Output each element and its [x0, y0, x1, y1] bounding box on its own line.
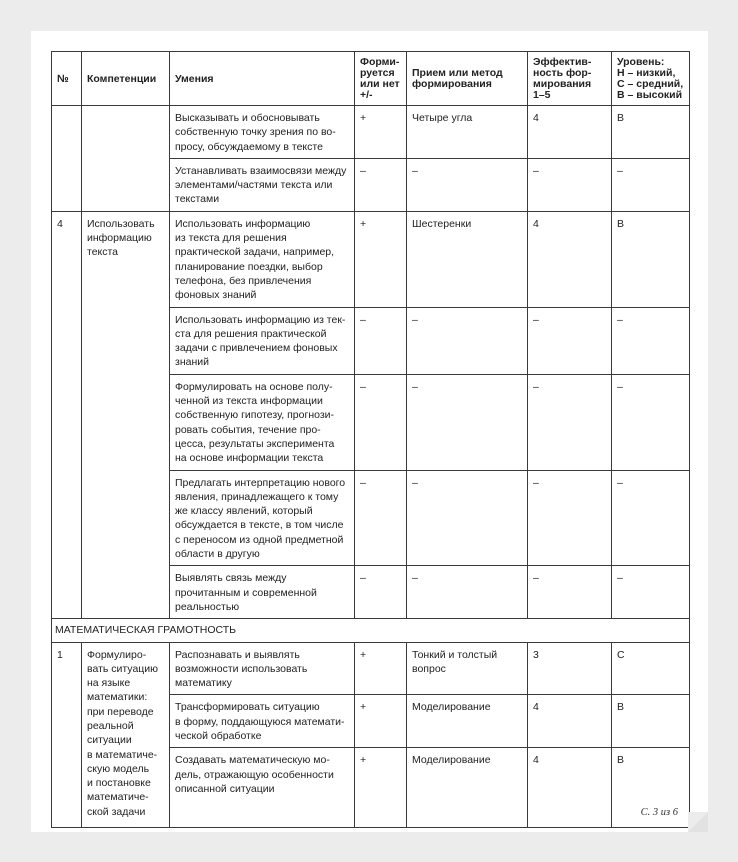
- method-cell: –: [407, 566, 528, 619]
- table-row: [52, 106, 690, 159]
- formed-cell: –: [355, 307, 407, 374]
- level-cell: В: [612, 106, 690, 159]
- level-cell: В: [612, 748, 690, 828]
- level-cell: –: [612, 307, 690, 374]
- header-formed: Форми- руется или нет +/-: [355, 52, 407, 106]
- formed-cell: –: [355, 470, 407, 566]
- efficiency-cell: –: [528, 374, 612, 470]
- level-cell: –: [612, 158, 690, 211]
- method-cell: –: [407, 158, 528, 211]
- level-cell: –: [612, 566, 690, 619]
- num-cell: 1: [52, 642, 82, 828]
- num-cell: [52, 106, 82, 212]
- header-level: Уровень: Н – низкий, С – средний, В – высокий: [612, 52, 690, 106]
- formed-cell: +: [355, 642, 407, 695]
- level-cell: С: [612, 642, 690, 695]
- formed-cell: –: [355, 158, 407, 211]
- num-cell: 4: [52, 211, 82, 618]
- method-cell: Моделирование: [407, 748, 528, 828]
- skill-cell: Предлагать интерпретацию нового явления, принадлежащего к тому же классу явлений, который обсуждается в тексте, в том числе с переносом из одной предметной области в другую: [170, 470, 355, 566]
- skill-cell: Трансформировать ситуацию в форму, поддающуюся математи- ческой обработке: [170, 695, 355, 748]
- efficiency-cell: 3: [528, 642, 612, 695]
- competency-table: [51, 51, 690, 828]
- skill-cell: Распознавать и выявлять возможности использовать математику: [170, 642, 355, 695]
- method-cell: –: [407, 307, 528, 374]
- formed-cell: +: [355, 211, 407, 307]
- skill-cell: Выявлять связь между прочитанным и современной реальностью: [170, 566, 355, 619]
- header-competencies: Компетенции: [82, 52, 170, 106]
- formed-cell: –: [355, 374, 407, 470]
- page-corner-shadow: [688, 812, 708, 832]
- method-cell: Моделирование: [407, 695, 528, 748]
- method-cell: Шестеренки: [407, 211, 528, 307]
- table-row: [52, 211, 690, 307]
- method-cell: Тонкий и толстый вопрос: [407, 642, 528, 695]
- section-row: [52, 619, 690, 642]
- level-cell: –: [612, 470, 690, 566]
- level-cell: В: [612, 695, 690, 748]
- table-header-row: [52, 52, 690, 106]
- skill-cell: Создавать математическую мо- дель, отражающую особенности описанной ситуации: [170, 748, 355, 828]
- skill-cell: Устанавливать взаимосвязи между элементами/частями текста или текстами: [170, 158, 355, 211]
- method-cell: –: [407, 374, 528, 470]
- skill-cell: Высказывать и обосновывать собственную точку зрения по во- просу, обсуждаемому в тексте: [170, 106, 355, 159]
- competency-cell: Формулиро- вать ситуацию на языке математики: при переводе реальной ситуации в математиче- скую модель и постановке математиче- ской задачи: [82, 642, 170, 828]
- header-skills: Умения: [170, 52, 355, 106]
- competency-cell: [82, 106, 170, 212]
- formed-cell: –: [355, 566, 407, 619]
- efficiency-cell: 4: [528, 748, 612, 828]
- efficiency-cell: 4: [528, 695, 612, 748]
- page-number: С. 3 из 6: [640, 807, 678, 818]
- efficiency-cell: –: [528, 158, 612, 211]
- header-method: Прием или метод формирования: [407, 52, 528, 106]
- efficiency-cell: 4: [528, 106, 612, 159]
- document-page: [31, 31, 708, 832]
- method-cell: Четыре угла: [407, 106, 528, 159]
- formed-cell: +: [355, 695, 407, 748]
- section-title: МАТЕМАТИЧЕСКАЯ ГРАМОТНОСТЬ: [52, 619, 690, 642]
- table-row: [52, 642, 690, 695]
- level-cell: В: [612, 211, 690, 307]
- skill-cell: Использовать информацию из текста для решения практической задачи, например, планирование поездки, выбор телефона, без привлечения фоновых знаний: [170, 211, 355, 307]
- efficiency-cell: –: [528, 470, 612, 566]
- method-cell: –: [407, 470, 528, 566]
- header-num: №: [52, 52, 82, 106]
- competency-cell: Использовать информацию текста: [82, 211, 170, 618]
- formed-cell: +: [355, 748, 407, 828]
- efficiency-cell: 4: [528, 211, 612, 307]
- formed-cell: +: [355, 106, 407, 159]
- efficiency-cell: –: [528, 307, 612, 374]
- skill-cell: Формулировать на основе полу- ченной из текста информации собственную гипотезу, прогнози- ровать события, течение про- цесса, результаты эксперимента на основе информации текста: [170, 374, 355, 470]
- efficiency-cell: –: [528, 566, 612, 619]
- level-cell: –: [612, 374, 690, 470]
- header-efficiency: Эффектив- ность фор- мирования 1–5: [528, 52, 612, 106]
- skill-cell: Использовать информацию из тек- ста для решения практической задачи с привлечением фоновых знаний: [170, 307, 355, 374]
